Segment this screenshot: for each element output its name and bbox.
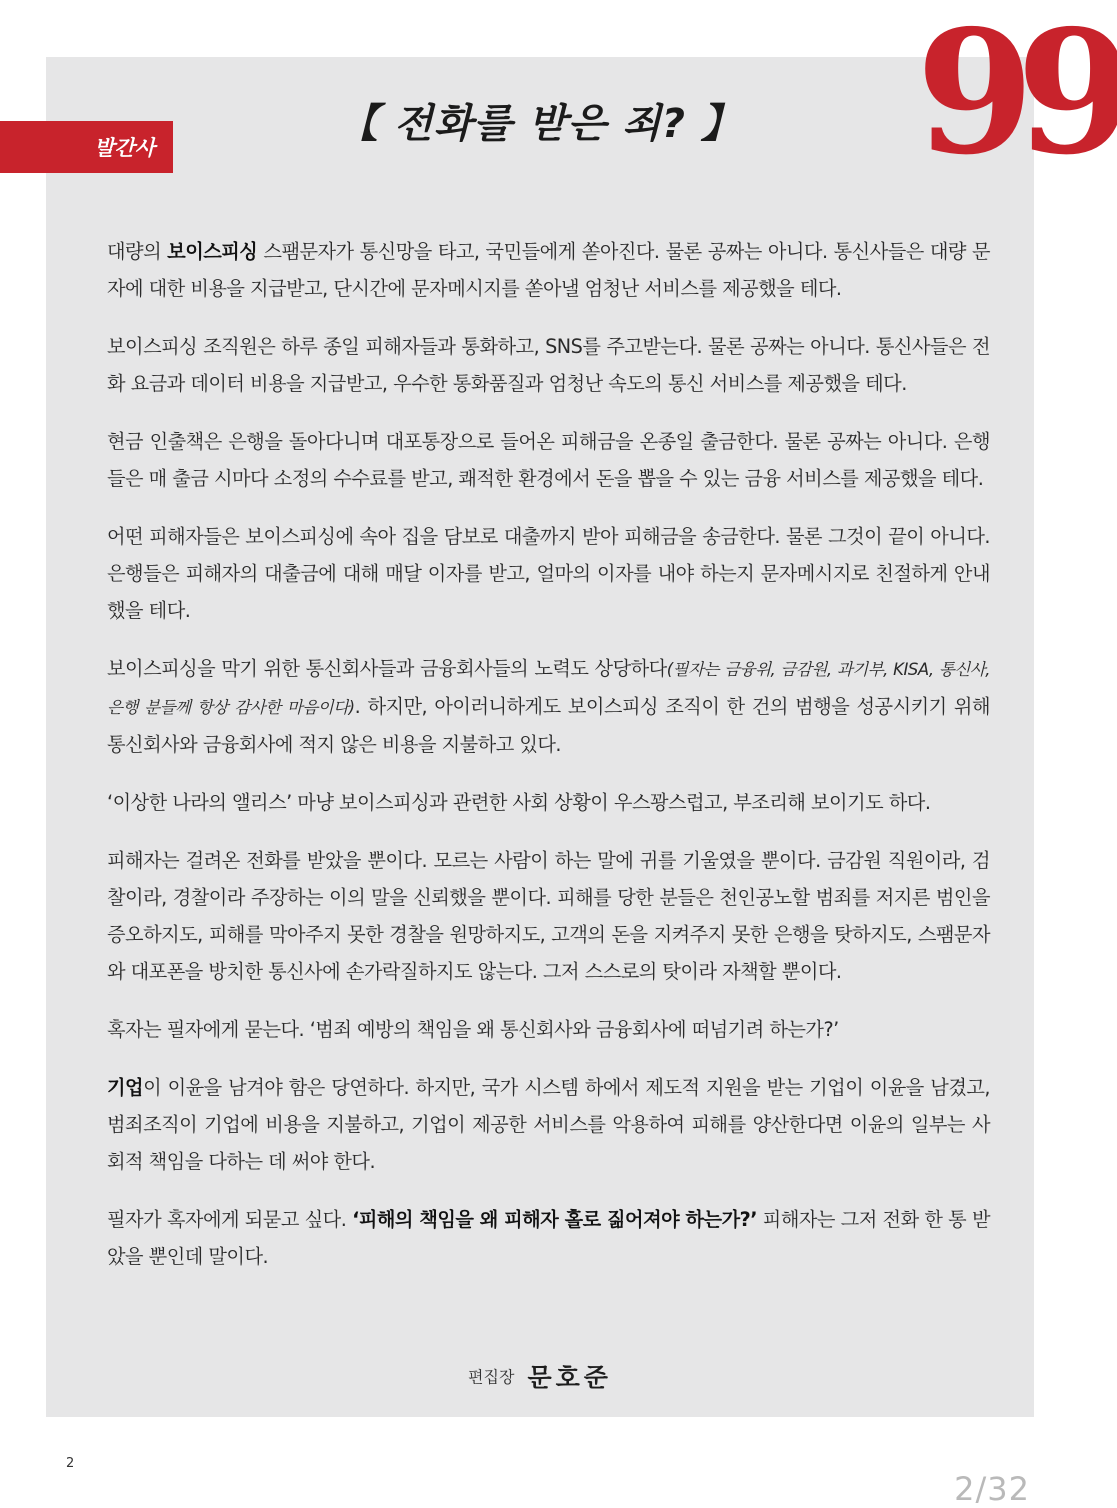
- quote-mark-icon: 99: [916, 0, 1117, 193]
- article-body: [107, 233, 990, 1296]
- bold-question: ‘피해의 책임을 왜 피해자 홀로 짊어져야 하는가?’: [352, 1208, 758, 1231]
- paragraph-5: 보이스피싱을 막기 위한 통신회사들과 금융회사들의 노력도 상당하다(필자는 금융위, 금감원, 과기부, KISA, 통신사, 은행 분들께 항상 감사한 마음이다). 하지만, 아이러니하게도 보이스피싱 조직이 한 건의 범행을 성공시키기 위해 통신회사와 금융회사에 적지 않은 비용을 지불하고 있다.: [107, 657, 990, 756]
- paragraph-7: 피해자는 걸려온 전화를 받았을 뿐이다. 모르는 사람이 하는 말에 귀를 기울였을 뿐이다. 금감원 직원이라, 검찰이라, 경찰이라 주장하는 이의 말을 신뢰했을 뿐이다. 피해를 당한 분들은 천인공노할 범죄를 저지른 범인을 증오하지도, 피해를 막아주지 못한 경찰을 원망하지도, 고객의 돈을 지켜주지 못한 은행을 탓하지도, 스팸문자와 대포폰을 방치한 통신사에 손가락질하지도 않는다. 그저 스스로의 탓이라 자책할 뿐이다.: [107, 849, 990, 983]
- section-tag-label: 발간사: [94, 136, 155, 160]
- page-counter: 2/32: [954, 1470, 1030, 1508]
- paragraph-3: 현금 인출책은 은행을 돌아다니며 대포통장으로 들어온 피해금을 온종일 출금한다. 물론 공짜는 아니다. 은행들은 매 출금 시마다 소정의 수수료를 받고, 쾌적한 환경에서 돈을 뽑을 수 있는 금융 서비스를 제공했을 테다.: [107, 430, 990, 490]
- signature-name: 문호준: [527, 1363, 612, 1392]
- italic-aside: (필자는 금융위, 금감원, 과기부, KISA, 통신사, 은행 분들께 항상 감사한 마음이다): [107, 660, 990, 717]
- paragraph-1: 대량의 보이스피싱 스팸문자가 통신망을 타고, 국민들에게 쏟아진다. 물론 공짜는 아니다. 통신사들은 대량 문자에 대한 비용을 지급받고, 단시간에 문자메시지를 쏟아낼 엄청난 서비스를 제공했을 테다.: [107, 240, 990, 300]
- page-title: 【 전화를 받은 죄? 】: [338, 101, 742, 147]
- bold-term: 보이스피싱: [167, 240, 258, 263]
- paragraph-9: 기업이 이윤을 남겨야 함은 당연하다. 하지만, 국가 시스템 하에서 제도적 지원을 받는 기업이 이윤을 남겼고, 범죄조직이 기업에 비용을 지불하고, 기업이 제공한 서비스를 악용하여 피해를 양산한다면 이윤의 일부는 사회적 책임을 다하는 데 써야 한다.: [107, 1076, 990, 1173]
- paragraph-2: 보이스피싱 조직원은 하루 종일 피해자들과 통화하고, SNS를 주고받는다. 물론 공짜는 아니다. 통신사들은 전화 요금과 데이터 비용을 지급받고, 우수한 통화품질과 엄청난 속도의 통신 서비스를 제공했을 테다.: [107, 335, 990, 395]
- paragraph-4: 어떤 피해자들은 보이스피싱에 속아 집을 담보로 대출까지 받아 피해금을 송금한다. 물론 그것이 끝이 아니다. 은행들은 피해자의 대출금에 대해 매달 이자를 받고, 얼마의 이자를 내야 하는지 문자메시지로 친절하게 안내했을 테다.: [107, 525, 990, 622]
- signature-role: 편집장: [468, 1367, 515, 1387]
- bold-term: 기업: [107, 1076, 144, 1099]
- paragraph-10: 필자가 혹자에게 되묻고 싶다. ‘피해의 책임을 왜 피해자 홀로 짊어져야 하는가?’ 피해자는 그저 전화 한 통 받았을 뿐인데 말이다.: [107, 1208, 990, 1268]
- paragraph-6: ‘이상한 나라의 앨리스’ 마냥 보이스피싱과 관련한 사회 상황이 우스꽝스럽고, 부조리해 보이기도 하다.: [107, 791, 931, 814]
- signature: [46, 1358, 1034, 1394]
- page-number: 2: [66, 1456, 75, 1471]
- paragraph-8: 혹자는 필자에게 묻는다. ‘범죄 예방의 책임을 왜 통신회사와 금융회사에 떠넘기려 하는가?’: [107, 1018, 839, 1041]
